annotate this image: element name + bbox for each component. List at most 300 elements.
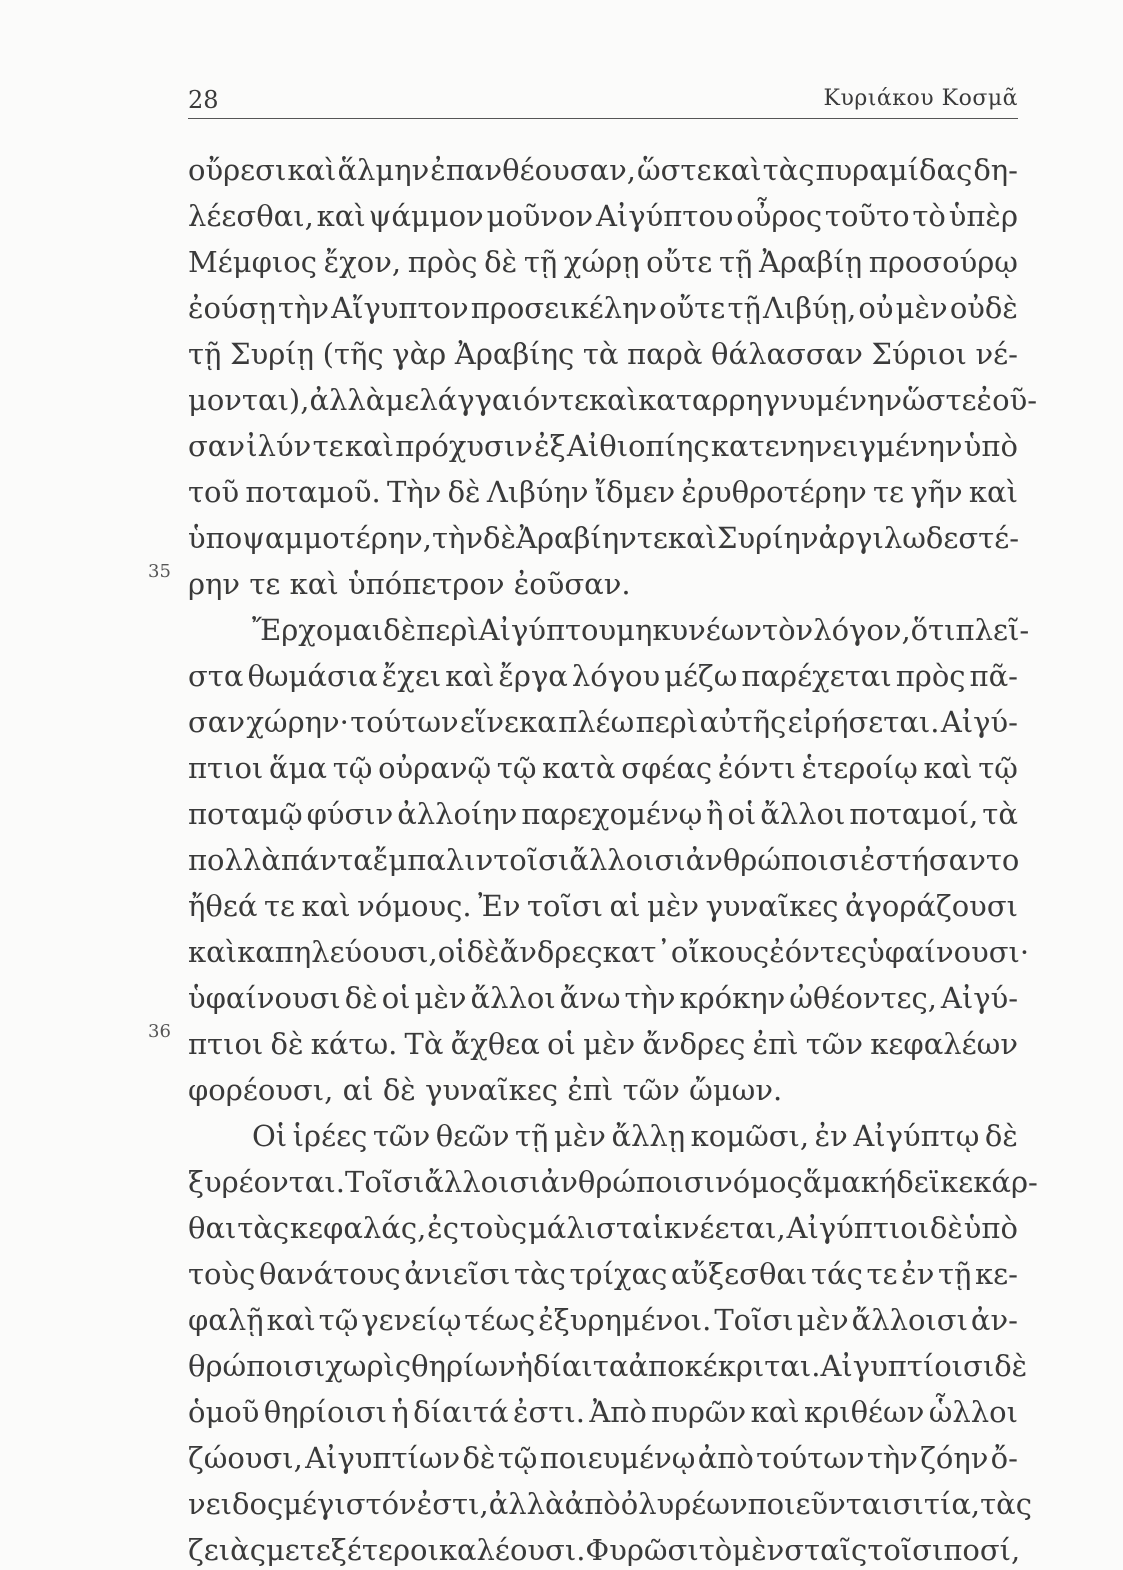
word: ποιευμένῳ — [539, 1441, 696, 1475]
word: ξυρέονται. — [188, 1165, 345, 1199]
word: φαλῇ — [188, 1303, 264, 1337]
word: αἱ — [609, 889, 641, 923]
word: ἐρυθροτέρην — [681, 475, 867, 509]
word: ὑπὲρ — [948, 199, 1018, 233]
word: Σύριοι — [871, 337, 967, 371]
word: ἰλύν — [246, 429, 312, 463]
word: τε — [557, 383, 590, 417]
word: ὀλυρέων — [620, 1487, 748, 1521]
word: παρέχεται — [741, 659, 892, 693]
word: Αἰγύπτου — [595, 199, 734, 233]
word: (τῆς — [322, 337, 384, 371]
word: μέγιστόν — [283, 1487, 417, 1521]
word: δίαιτα — [533, 1349, 629, 1383]
word: Φυρῶσι — [585, 1533, 699, 1567]
word: δὲ — [484, 245, 518, 279]
word: τούτων — [756, 1441, 865, 1475]
word: Ἀραβίης — [454, 337, 575, 371]
word: θάλασσαν — [711, 337, 863, 371]
word: τέως — [464, 1303, 536, 1337]
word: ποσί, — [943, 1533, 1021, 1567]
word: κρόκην — [679, 981, 786, 1015]
word: Ἀραβίῃ — [759, 245, 863, 279]
word: τὸ — [698, 1533, 733, 1567]
word: ἔργα — [498, 659, 568, 693]
word: προσούρῳ — [868, 245, 1018, 279]
word: θρώποισι — [188, 1349, 326, 1383]
word: προσεικέλην — [470, 291, 658, 325]
word: δὲ — [466, 935, 500, 969]
word: τὸ — [912, 199, 946, 233]
word: τοῖσι — [493, 843, 570, 877]
word: δὲ — [270, 1027, 304, 1061]
word: ὅτι — [910, 613, 956, 647]
word: καὶ — [301, 889, 351, 923]
word: ἄλλοισι — [424, 1165, 541, 1199]
word: σφέας — [621, 751, 713, 785]
text-line — [188, 288, 1018, 328]
word: οἱ — [437, 935, 467, 969]
word: οὔρεσι — [188, 153, 287, 187]
word: καπηλεύουσι, — [237, 935, 438, 969]
word: περὶ — [635, 705, 699, 739]
text-line — [188, 1392, 1018, 1432]
word: Αἰγύ- — [940, 981, 1018, 1015]
word: τε — [636, 521, 668, 555]
word: εἵνεκα — [460, 705, 557, 739]
word: Ἔρχομαι — [252, 613, 384, 647]
text-line — [188, 150, 1018, 190]
word: δὲ — [383, 613, 417, 647]
word: καὶ — [287, 153, 337, 187]
word: πυρῶν — [651, 1395, 747, 1429]
word: ἐς — [427, 1211, 459, 1245]
word: οἱ — [547, 1027, 576, 1061]
text-line — [188, 886, 1018, 926]
word: Αἰγυπτίοισι — [820, 1349, 995, 1383]
word: λόγον, — [813, 613, 911, 647]
word: γῆν — [910, 475, 963, 509]
text-line — [188, 426, 1018, 466]
word: μὲν — [796, 1303, 849, 1337]
word: ἅμα — [269, 751, 328, 785]
word: ὥστε — [636, 153, 712, 187]
word: μὲν — [583, 1027, 636, 1061]
text-line — [188, 702, 1018, 742]
word: τε — [872, 475, 905, 509]
word: ἀγοράζουσι — [845, 889, 1018, 923]
word: ἐούσῃ — [188, 291, 276, 325]
word: πλέω — [558, 705, 635, 739]
word: ἐστι. — [512, 1395, 585, 1429]
text-line — [188, 1024, 1018, 1064]
word: τῶν — [622, 1073, 680, 1107]
word: μετεξέτεροι — [265, 1533, 439, 1567]
word: ἄλλοι — [470, 981, 556, 1015]
word: ἀνιεῖσι — [404, 1257, 511, 1291]
word: ἄχθεα — [450, 1027, 540, 1061]
word: γενείῳ — [361, 1303, 462, 1337]
word: ἀπὸ — [697, 1441, 754, 1475]
word: καὶ — [667, 521, 717, 555]
word: Αἰγύπτιοι — [786, 1211, 930, 1245]
word: Μέμφιος — [188, 245, 317, 279]
word: στα — [188, 659, 244, 693]
word: μὲν — [553, 1119, 606, 1153]
word: πτιοι — [188, 1027, 264, 1061]
word: τῇ — [937, 1257, 972, 1291]
word: τῷ — [318, 1303, 359, 1337]
word: ἄλλοισι — [569, 843, 686, 877]
word: κήδεϊ — [860, 1165, 941, 1199]
word: ἄνω — [559, 981, 621, 1015]
word: δὲ — [382, 1073, 416, 1107]
word: τοῦτο — [824, 199, 910, 233]
word: ὑφαίνουσι — [188, 981, 341, 1015]
word: φορέουσι, — [188, 1073, 334, 1107]
word: τοὺς — [188, 1257, 256, 1291]
word: περὶ — [416, 613, 479, 647]
word: τῶν — [805, 1027, 864, 1061]
word: κατὰ — [542, 751, 616, 785]
word: Αἰγυπτίων — [305, 1441, 461, 1475]
word: τῷ — [496, 751, 537, 785]
text-line — [188, 794, 1018, 834]
word: χωρὶς — [325, 1349, 412, 1383]
word: τοῖσι — [867, 1533, 944, 1567]
word: ὑπόπετρον — [348, 567, 505, 601]
word: παρὰ — [627, 337, 703, 371]
word: δὲ — [483, 521, 517, 555]
word: κεκάρ- — [940, 1165, 1038, 1199]
word: Τὴν — [386, 475, 442, 509]
word: θηρίων — [411, 1349, 516, 1383]
word: οὖρος — [736, 199, 823, 233]
word: τε — [312, 429, 344, 463]
word: ἄλλοι — [760, 797, 846, 831]
word: τῶν — [372, 1119, 431, 1153]
word: ἐοῦσαν. — [513, 567, 631, 601]
word: ὑφαίνουσι· — [867, 935, 1030, 969]
word: κριθέων — [804, 1395, 925, 1429]
word: τὴν — [277, 291, 330, 325]
word: πολλὰ — [188, 843, 281, 877]
text-line — [188, 472, 1018, 512]
word: ὠθέοντες, — [789, 981, 937, 1015]
word: ἄνδρες — [499, 935, 603, 969]
text-line — [188, 840, 1018, 880]
word: τὰς — [980, 1487, 1033, 1521]
text-line — [188, 1438, 1018, 1478]
word: φύσιν — [306, 797, 394, 831]
word: τῇ — [514, 1119, 549, 1153]
word: ἀπὸ — [564, 1487, 621, 1521]
word: ὑποψαμμοτέρην, — [188, 521, 432, 555]
word: νέ- — [975, 337, 1018, 371]
word: ζώουσι, — [188, 1441, 303, 1475]
text-line — [188, 1300, 1018, 1340]
word: Συρίῃ — [230, 337, 314, 371]
word: οὔτε — [659, 291, 726, 325]
word: ὥστε — [902, 383, 977, 417]
word: τὸν — [762, 613, 814, 647]
word: καὶ — [266, 1303, 316, 1337]
word: καὶ — [968, 475, 1018, 509]
word: γυναῖκες — [705, 889, 839, 923]
word: μέζω — [664, 659, 738, 693]
word: Αἴγυπτον — [331, 291, 469, 325]
word: τρίχας — [569, 1257, 668, 1291]
word: καὶ — [750, 1395, 800, 1429]
word: τὴν — [866, 1441, 918, 1475]
word: αἱ — [342, 1073, 374, 1107]
text-line — [188, 1254, 1018, 1294]
word: μηκυνέων — [616, 613, 763, 647]
word: κάτω. — [310, 1027, 398, 1061]
word: τοῦ — [188, 475, 240, 509]
word: ἔμπαλιν — [372, 843, 494, 877]
word: ἀνθρώποισι — [540, 1165, 716, 1199]
word: ἅμα — [802, 1165, 861, 1199]
word: κατενηνειγμένην — [710, 429, 963, 463]
word: νόμος — [715, 1165, 803, 1199]
word: πάντα — [280, 843, 373, 877]
word: θηρίοισι — [263, 1395, 388, 1429]
chapter-number-36: 36 — [148, 1021, 171, 1042]
word: ρην — [188, 567, 241, 601]
text-line — [188, 1346, 1028, 1386]
word: αὐτῆς — [699, 705, 787, 739]
text-line — [188, 1530, 1021, 1570]
text-line — [252, 610, 1030, 650]
word: τε — [263, 889, 296, 923]
word: χώρῃ — [563, 245, 640, 279]
text-line — [188, 334, 1018, 374]
word: τῷ — [497, 1441, 538, 1475]
word: ὤμων. — [689, 1073, 783, 1107]
word: Αἰθιοπίης — [566, 429, 710, 463]
text-line — [188, 748, 1018, 788]
word: ὧλλοι — [928, 1395, 1018, 1429]
word: ἄλλοισι — [851, 1303, 968, 1337]
word: τοὺς — [459, 1211, 528, 1245]
word: Αἰγύπτου — [478, 613, 617, 647]
text-line — [188, 1070, 1018, 1110]
word: δὲ — [447, 475, 481, 509]
word: κομῶσι, — [690, 1119, 810, 1153]
word: δὲ — [344, 981, 378, 1015]
word: τῇ — [718, 245, 753, 279]
header-rule — [188, 118, 1018, 119]
word: ἐόντες — [769, 935, 868, 969]
word: ἐν — [814, 1119, 848, 1153]
word: παρεχομένῳ — [521, 797, 703, 831]
word: οἴκους — [670, 935, 770, 969]
word: δὲ — [994, 1349, 1028, 1383]
word: ἄνδρες — [642, 1027, 746, 1061]
word: τὰς — [237, 1211, 290, 1245]
text-line — [188, 1484, 1033, 1524]
word: ἡ — [515, 1349, 534, 1383]
word: δίαιτά — [413, 1395, 509, 1429]
word: τοῖσι — [527, 889, 604, 923]
word: πυραμίδας — [815, 153, 973, 187]
word: μονται), — [188, 383, 310, 417]
word: μὲν — [732, 1533, 785, 1567]
word: καλέουσι. — [438, 1533, 586, 1567]
text-line — [188, 564, 1018, 604]
word: ἱκνέεται, — [652, 1211, 786, 1245]
word: σιτία, — [892, 1487, 981, 1521]
word: κε- — [975, 1257, 1018, 1291]
word: Ἀπὸ — [589, 1395, 647, 1429]
word: θανάτους — [258, 1257, 401, 1291]
word: Τοῖσι — [714, 1303, 794, 1337]
word: καὶ — [589, 383, 639, 417]
word: ἅλμην — [337, 153, 430, 187]
word: εἰρήσεται. — [787, 705, 940, 739]
word: πρὸς — [407, 245, 478, 279]
word: Λιβύῃ, — [762, 291, 857, 325]
word: μάλιστα — [527, 1211, 652, 1245]
text-line — [188, 242, 1018, 282]
word: πτιοι — [188, 751, 264, 785]
word: ἐστήσαντο — [860, 843, 1020, 877]
word: ἀποκέκριται. — [628, 1349, 821, 1383]
text-line — [188, 380, 1037, 420]
word: θεῶν — [435, 1119, 510, 1153]
word: ποταμοῦ. — [245, 475, 381, 509]
text-line — [188, 518, 1018, 558]
word: ἐπὶ — [752, 1027, 799, 1061]
word: ἔχει — [381, 659, 442, 693]
word: ἀλλὰ — [309, 383, 386, 417]
word: ἐπὶ — [567, 1073, 614, 1107]
text-line — [188, 932, 1030, 972]
word: τὴν — [431, 521, 484, 555]
word: οὐδὲ — [949, 291, 1018, 325]
word: δη- — [973, 153, 1018, 187]
word: ψάμμον — [368, 199, 484, 233]
running-head: Κυριάκου Κοσμᾶ — [823, 86, 1018, 111]
word: ἱρέες — [292, 1119, 368, 1153]
word: Ἀραβίην — [516, 521, 637, 555]
word: δὲ — [929, 1211, 963, 1245]
word: Λιβύην — [486, 475, 589, 509]
word: μοῦνον — [486, 199, 594, 233]
text-line — [252, 1116, 1018, 1156]
word: τῇ — [727, 291, 761, 325]
word: κεφαλέων — [870, 1027, 1018, 1061]
word: γὰρ — [392, 337, 447, 371]
word: τούτων — [350, 705, 459, 739]
word: σταῖς — [784, 1533, 868, 1567]
word: πρὸς — [895, 659, 966, 693]
word: κεφαλάς, — [289, 1211, 427, 1245]
word: ποταμοί, — [849, 797, 979, 831]
word: αὔξεσθαι — [670, 1257, 808, 1291]
word: ἴδμεν — [594, 475, 676, 509]
word: τὰς — [762, 153, 815, 187]
word: μὲν — [414, 981, 467, 1015]
word: ἐπανθέουσαν, — [430, 153, 636, 187]
word: λόγου — [571, 659, 661, 693]
text-line — [188, 656, 1018, 696]
word: ἐν — [901, 1257, 935, 1291]
word: οὔτε — [646, 245, 713, 279]
word: νειδος — [188, 1487, 284, 1521]
word: τὰς — [514, 1257, 566, 1291]
word: σαν — [188, 705, 246, 739]
word: δὲ — [462, 1441, 496, 1475]
word: λέεσθαι, — [188, 199, 314, 233]
word: Τὰ — [404, 1027, 444, 1061]
word: τῷ — [332, 751, 373, 785]
word: ἐξ — [534, 429, 566, 463]
word: τὰ — [982, 797, 1018, 831]
page-number: 28 — [188, 86, 219, 114]
text-line — [188, 196, 1018, 236]
word: σαν — [188, 429, 246, 463]
word: κατ᾽ — [602, 935, 671, 969]
word: ἑτεροίῳ — [801, 751, 918, 785]
word: δὲ — [984, 1119, 1018, 1153]
word: καὶ — [712, 153, 762, 187]
word: καὶ — [188, 935, 238, 969]
word: ἀργιλωδεστέ- — [818, 521, 1020, 555]
word: καταρρηγνυμένην — [638, 383, 903, 417]
word: τὰ — [582, 337, 619, 371]
word: τῇ — [188, 337, 222, 371]
word: πρόχυσιν — [395, 429, 533, 463]
word: οὐ — [858, 291, 894, 325]
word: θωμάσια — [247, 659, 378, 693]
word: νόμους. — [357, 889, 472, 923]
word: μὲν — [895, 291, 948, 325]
word: ζειὰς — [188, 1533, 266, 1567]
word: χώρην· — [246, 705, 349, 739]
word: ὑπὸ — [963, 1211, 1018, 1245]
word: μελάγγαιόν — [385, 383, 558, 417]
chapter-number-35: 35 — [148, 561, 171, 582]
word: ἤθεά — [188, 889, 258, 923]
word: τὴν — [624, 981, 676, 1015]
word: ἀνθρώποισι — [685, 843, 861, 877]
word: καὶ — [923, 751, 973, 785]
text-line — [188, 1208, 1018, 1248]
word: ἐόντι — [717, 751, 796, 785]
word: Τοῖσι — [344, 1165, 425, 1199]
word: τῷ — [978, 751, 1018, 785]
word: ὑπὸ — [963, 429, 1018, 463]
word: οἱ — [381, 981, 411, 1015]
word: μὲν — [647, 889, 700, 923]
word: ἀλλοίην — [397, 797, 518, 831]
word: τάς — [811, 1257, 863, 1291]
word: ποταμῷ — [188, 797, 303, 831]
word: Οἱ — [252, 1119, 288, 1153]
word: ἔχον, — [323, 245, 402, 279]
word: ἀλλὰ — [488, 1487, 565, 1521]
word: Αἰγύπτῳ — [853, 1119, 980, 1153]
word: τε — [866, 1257, 898, 1291]
word: θαι — [188, 1211, 237, 1245]
word: ποιεῦνται — [747, 1487, 893, 1521]
word: Αἰγύ- — [940, 705, 1018, 739]
word: ἄλλῃ — [611, 1119, 686, 1153]
word: ἐοῦ- — [976, 383, 1037, 417]
word: πλεῖ- — [955, 613, 1030, 647]
